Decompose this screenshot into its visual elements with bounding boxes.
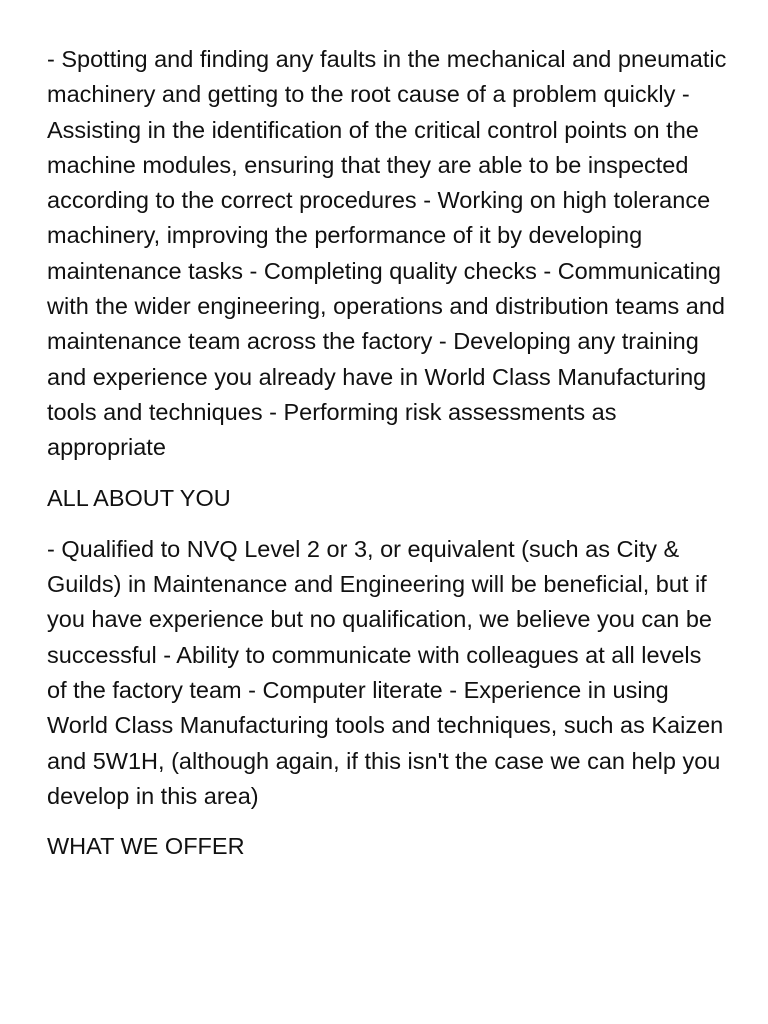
document-page [47,42,727,865]
section-heading-what-we-offer: WHAT WE OFFER [47,833,245,860]
responsibilities-paragraph: - Spotting and finding any faults in the mechanical and pneumatic machinery and getting to the root cause of a problem quickly - Assisting in the identification of the critical control points on the machine modules, ensuring that they are able to be inspected according to the correct procedures - Working on high tolerance machinery, improving the performance of it by developing maintenance tasks - Completing quality checks - Communicating with the wider engineering, operations and distribution teams and maintenance team across the factory - Developing any training and experience you already have in World Class Manufacturing tools and techniques - Performing risk assessments as appropriate [47,46,727,461]
section-heading-all-about-you: ALL ABOUT YOU [47,484,231,511]
requirements-paragraph: - Qualified to NVQ Level 2 or 3, or equivalent (such as City & Guilds) in Maintenance and Engineering will be beneficial, but if you have experience but no qualification, we believe you can be successful - Ability to communicate with colleagues at all levels of the factory team - Computer literate - Experience in using World Class Manufacturing tools and techniques, such as Kaizen and 5W1H, (although again, if this isn't the case we can help you develop in this area) [47,535,724,809]
